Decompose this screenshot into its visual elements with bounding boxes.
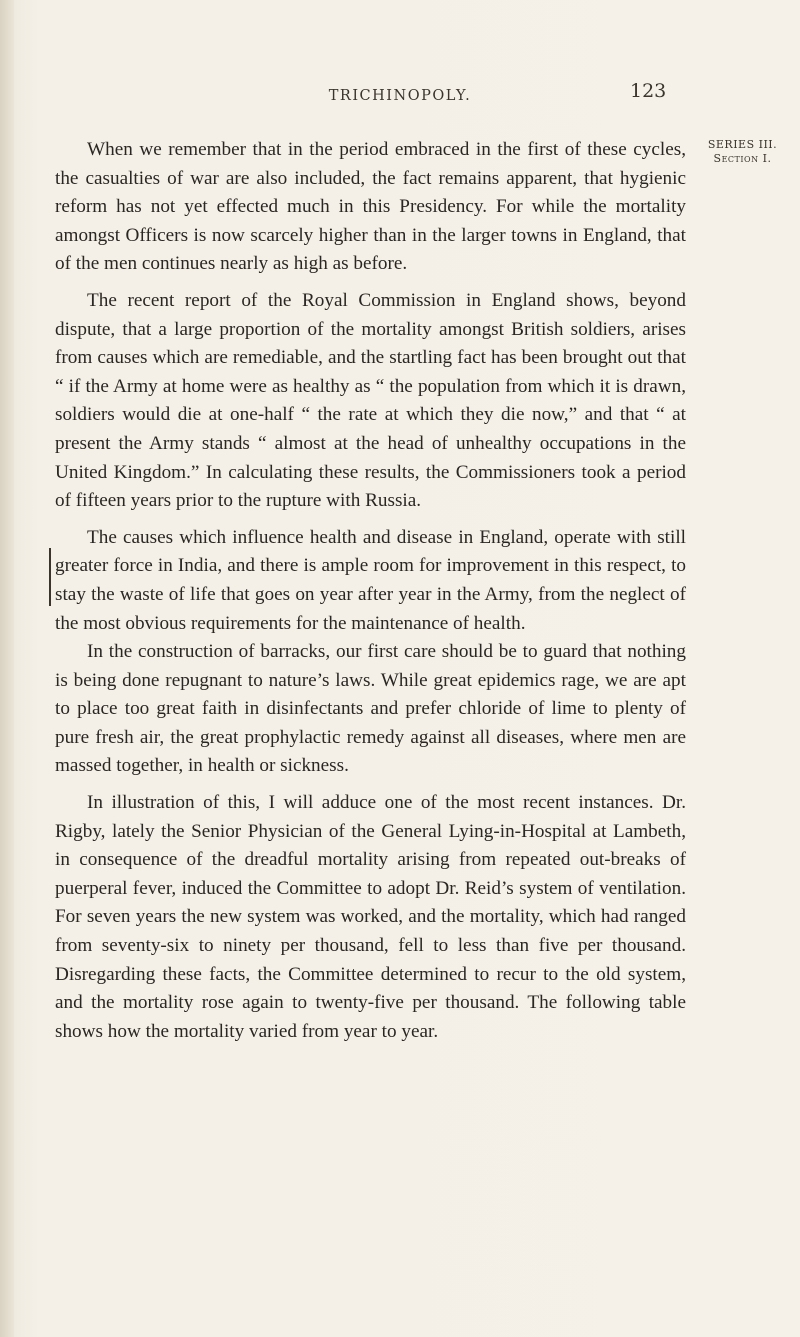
running-title: TRICHINOPOLY. <box>328 88 472 104</box>
margin-note-section: Section I. <box>713 152 772 165</box>
margin-pencil-mark <box>49 548 51 606</box>
paragraph-2: The recent report of the Royal Commission in England shows, beyond dispute, that a large proportion of the mortality amongst British soldiers, arises from causes which are remediable, and the startling fact has been brought out that “ if the Army at home were as healthy as “ the population from which it is drawn, soldiers would die at one-half “ the rate at which they die now,” and that “ at present the Army stands “ almost at the head of unhealthy occupations in the United Kingdom.” In calculating these results, the Commissioners took a period of fifteen years prior to the rupture with Russia. <box>55 289 686 512</box>
paragraph-4: In the construction of barracks, our first care should be to guard that nothing is being done repugnant to nature’s laws. While great epidemics rage, we are apt to place too great faith in disinfectants and prefer chloride of lime to plenty of pure fresh air, the great prophylactic remedy against all diseases, where men are massed together, in health or sickness. <box>55 641 686 777</box>
margin-note-series: SERIES III. <box>707 138 778 151</box>
paragraph-3: The causes which influence health and disease in England, operate with still greater force in India, and there is ample room for improvement in this respect, to stay the waste of life that goes on year after year in the Army, from the neglect of the most obvious requirements for the maintenance of health. <box>55 526 686 634</box>
page-gutter-shadow <box>0 0 14 1337</box>
paragraph-5: In illustration of this, I will adduce one of the most recent instances. Dr. Rigby, lately the Senior Physician of the General Lying-in-Hospital at Lambeth, in consequence of the dreadful mortality arising from repeated out-breaks of puerperal fever, induced the Committee to adopt Dr. Reid’s system of ventilation. For seven years the new system was worked, and the mortality, which had ranged from seventy-six to ninety per thousand, fell to less than five per thousand. Disregarding these facts, the Committee determined to recur to the old system, and the mortality rose again to twenty-five per thousand. The following table shows how the mortality varied from year to year. <box>55 792 686 1042</box>
paragraph-1: When we remember that in the period embraced in the first of these cycles, the casualties of war are also included, the fact remains apparent, that hygienic reform has not yet effected much in this Presidency. For while the mortality amongst Officers is now scarcely higher than in the larger towns in England, that of the men continues nearly as high as before. <box>55 139 686 275</box>
margin-note <box>695 138 790 166</box>
page-number: 123 <box>630 80 667 102</box>
body-text <box>55 136 686 1054</box>
